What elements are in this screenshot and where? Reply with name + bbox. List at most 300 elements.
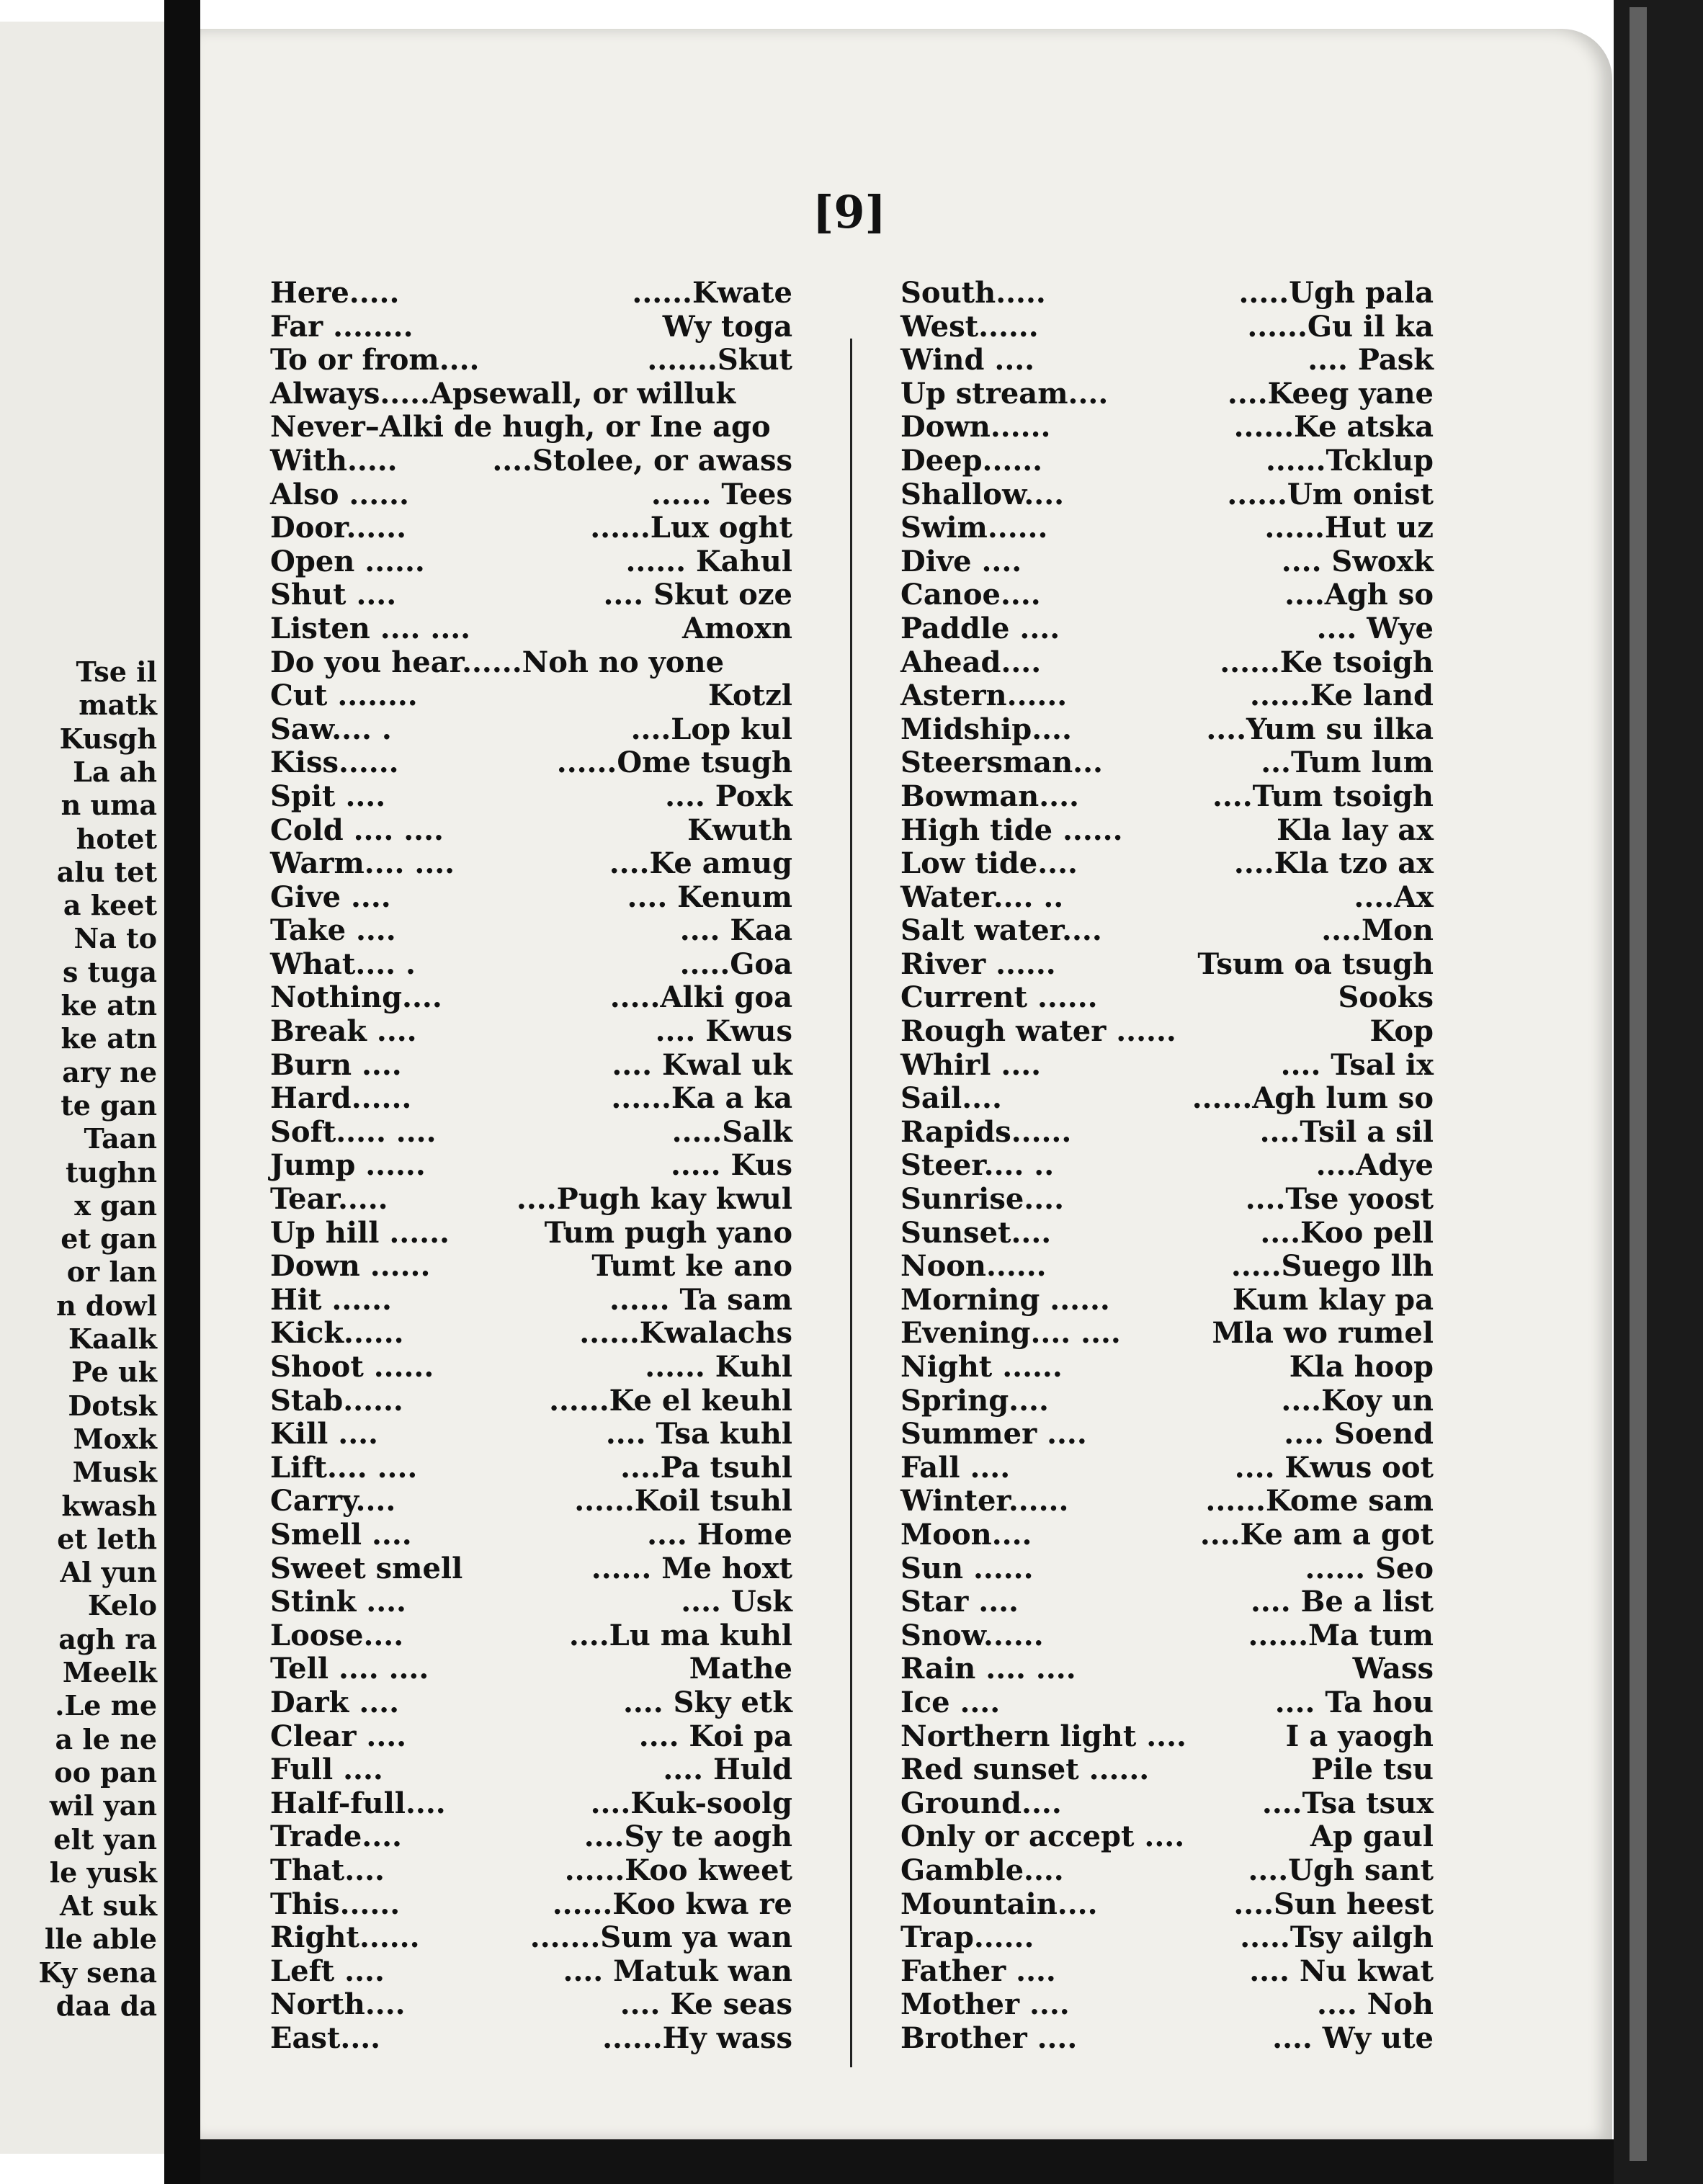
english-word: Tear..... [270,1182,388,1217]
vocabulary-entry [900,377,1434,411]
english-word: Sunrise.... [900,1182,1064,1217]
native-word: ....Pa tsuhl [620,1450,792,1485]
native-word: .....Suego llh [1230,1249,1434,1284]
vocabulary-entry [270,1686,792,1720]
vocabulary-entry [900,746,1434,780]
vocabulary-entry [900,1149,1434,1183]
english-word: Evening.... .... [900,1316,1121,1351]
english-word: Break .... [270,1014,417,1049]
native-word: Kum klay pa [1232,1282,1434,1317]
binding-gutter [164,0,200,2184]
vocabulary-entry [900,1183,1434,1217]
vocabulary-entry [900,881,1434,915]
vocabulary-entry [270,1753,792,1787]
left-page-fragment: wil yan [49,1789,157,1822]
english-word: Up hill ...... [270,1215,450,1250]
vocabulary-entry [900,1585,1434,1619]
native-word: Pile tsu [1311,1753,1434,1787]
english-word: Kick...... [270,1316,404,1351]
english-word: Canoe.... [900,578,1041,612]
vocabulary-entry [270,1619,792,1653]
left-page-fragment: .Le me [55,1689,157,1722]
left-page-fragment: x gan [74,1189,157,1222]
left-page-fragment: le yusk [49,1856,157,1889]
vocabulary-entry [900,914,1434,948]
native-word: ......Um onist [1227,477,1434,511]
vocabulary-entry [900,2022,1434,2056]
left-page-fragment: kwash [61,1489,157,1522]
native-word: .... Tsal ix [1280,1047,1434,1082]
english-word: High tide ...... [900,813,1123,847]
english-word: Never–Alki de hugh, or Ine ago [270,410,771,444]
native-word: .... Matuk wan [563,1953,792,1988]
vocabulary-entry [270,344,792,377]
english-word: With..... [270,443,398,478]
vocabulary-entry [900,646,1434,680]
native-word: .... Nu kwat [1249,1953,1434,1988]
english-word: Trap...... [900,1920,1034,1955]
native-word: .... Kwal uk [612,1047,792,1082]
vocabulary-entry [900,1116,1434,1150]
vocabulary-entry [900,1888,1434,1922]
native-word: ....Kuk-soolg [590,1786,792,1820]
native-word: ......Ke tsoigh [1220,645,1434,679]
vocabulary-entry [270,1351,792,1384]
native-word: ......Ka a ka [611,1081,792,1116]
vocabulary-entry [270,881,792,915]
vocabulary-entry [270,478,792,512]
english-word: Shoot ...... [270,1350,434,1384]
english-word: Sweet smell [270,1551,463,1585]
left-page-fragment: tughn [65,1155,157,1189]
english-word: Stink .... [270,1585,406,1619]
vocabulary-entry [900,1820,1434,1854]
english-word: Brother .... [900,2020,1078,2055]
native-word: .... Soend [1284,1417,1434,1451]
vocabulary-entry [900,1854,1434,1888]
native-word: ....Tse yoost [1245,1182,1434,1217]
left-page-fragment: Na to [73,922,157,955]
english-word: Door...... [270,511,407,545]
english-word: Sunset.... [900,1215,1052,1250]
left-page-fragment: a keet [63,889,157,922]
native-word: .... Ta hou [1274,1685,1434,1719]
vocabulary-entry [900,277,1434,310]
word-list-right [900,277,1434,2055]
native-word: .... Kenum [627,880,792,914]
english-word: Sail.... [900,1081,1002,1116]
native-word: .... Swoxk [1281,544,1434,578]
native-word: ......Ke land [1250,679,1434,713]
english-word: Current ...... [900,980,1098,1015]
english-word: Low tide.... [900,846,1078,881]
native-word: ....Tsil a sil [1259,1114,1434,1149]
native-word: ....Tsa tsux [1261,1786,1434,1820]
english-word: Always.....Apsewall, or willuk [270,376,736,411]
english-word: Night ...... [900,1350,1063,1384]
english-word: Kiss...... [270,746,399,780]
english-word: Warm.... .... [270,846,455,881]
english-word: Shut .... [270,578,397,612]
native-word: .....Tsy ailgh [1240,1920,1434,1955]
native-word: ....Stolee, or awass [492,443,792,478]
english-word: West...... [900,309,1039,344]
english-word: Summer .... [900,1417,1087,1451]
native-word: ....Mon [1321,913,1434,948]
native-word: Kla hoop [1289,1350,1434,1384]
english-word: Shallow.... [900,477,1065,511]
english-word: Clear .... [270,1719,407,1753]
left-page-fragment: At suk [60,1889,157,1923]
vocabulary-entry [270,1116,792,1150]
vocabulary-entry [900,1619,1434,1653]
left-page-fragment: hotet [76,822,157,855]
native-word: .....Ugh pala [1238,276,1434,310]
native-word: ......Agh lum so [1192,1081,1434,1116]
native-word: ....Koo pell [1260,1215,1434,1250]
bottom-shadow [200,2139,1614,2184]
native-word: .... Wy ute [1272,2020,1434,2055]
vocabulary-entry [270,1854,792,1888]
vocabulary-entry [900,578,1434,612]
english-word: Jump ...... [270,1148,426,1183]
left-page-fragment: oo pan [54,1755,157,1789]
english-word: Stab...... [270,1383,403,1418]
column-divider [850,339,852,2067]
vocabulary-entry [270,545,792,579]
native-word: Kotzl [708,679,792,713]
page-number: [9] [813,186,886,238]
english-word: Burn .... [270,1047,402,1082]
vocabulary-entry [900,1787,1434,1821]
native-word: ...... Kuhl [645,1350,792,1384]
native-word: .....Alki goa [609,980,792,1015]
english-word: Moon.... [900,1517,1032,1552]
native-word: Ap gaul [1310,1820,1434,1854]
native-word: ......Lux oght [590,511,792,545]
native-word: .... Home [647,1517,792,1552]
vocabulary-entry [900,948,1434,982]
native-word: Mla wo rumel [1212,1316,1434,1351]
english-word: Winter...... [900,1484,1069,1518]
vocabulary-entry [270,1921,792,1955]
english-word: River ...... [900,946,1056,981]
english-word: Ahead.... [900,645,1042,679]
vocabulary-entry [900,478,1434,512]
native-word: ......Ome tsugh [556,746,792,780]
native-word: ...... Ta sam [609,1282,792,1317]
native-word: ...... Tees [651,477,792,511]
native-word: Amoxn [682,611,792,645]
vocabulary-entry [900,1753,1434,1787]
vocabulary-entry [900,847,1434,881]
english-word: Cut ........ [270,679,418,713]
english-word: Kill .... [270,1417,378,1451]
native-word: ....Ke amug [609,846,792,881]
english-word: Ice .... [900,1685,1001,1719]
left-page-fragment: agh ra [58,1622,157,1655]
vocabulary-entry [900,780,1434,814]
vocabulary-entry [900,344,1434,377]
left-page-fragment: Kelo [87,1589,157,1622]
left-page-fragment: Kaalk [68,1323,157,1355]
native-word: ....Agh so [1284,578,1434,612]
vocabulary-entry [900,1988,1434,2022]
native-word: Tsum oa tsugh [1197,946,1434,981]
english-word: East.... [270,2020,381,2055]
vocabulary-entry [270,780,792,814]
native-word: .... Huld [663,1753,792,1787]
left-page-fragment: elt yan [53,1822,157,1856]
vocabulary-entry [270,377,792,411]
english-word: Listen .... .... [270,611,471,645]
english-word: Mountain.... [900,1887,1098,1921]
english-word: Whirl .... [900,1047,1042,1082]
left-page-fragment: Meelk [62,1656,157,1688]
left-page-fragment: ke atn [61,989,157,1021]
left-page-fragment: Pe uk [71,1356,157,1389]
english-word: Smell .... [270,1517,412,1552]
vocabulary-entry [270,713,792,747]
english-word: Ground.... [900,1786,1062,1820]
english-word: Snow...... [900,1618,1044,1652]
english-word: Left .... [270,1953,385,1988]
vocabulary-entry [270,1015,792,1049]
left-page-fragment: n dowl [56,1289,157,1322]
native-word: Wass [1352,1652,1434,1686]
vocabulary-entry [270,1250,792,1284]
vocabulary-entry [900,1418,1434,1451]
native-word: .... Kaa [679,913,792,948]
vocabulary-entry [900,1652,1434,1686]
left-page-fragment: Tse il [76,655,157,688]
english-word: Bowman.... [900,779,1079,813]
left-page-fragment: alu tet [56,855,157,888]
native-word: Tumt ke ano [591,1249,792,1284]
english-word: Steer.... .. [900,1148,1055,1183]
english-word: Down...... [900,410,1051,444]
vocabulary-entry [270,2022,792,2056]
vocabulary-entry [900,679,1434,713]
native-word: ....Sun heest [1233,1887,1434,1921]
vocabulary-entry [900,511,1434,545]
vocabulary-entry [900,1485,1434,1518]
vocabulary-entry [270,1518,792,1552]
native-word: ....Ax [1354,880,1434,914]
left-page-fragment: Musk [72,1456,157,1489]
english-word: Carry.... [270,1484,396,1518]
native-word: Kwuth [687,813,792,847]
left-page-fragment: ke atn [61,1022,157,1055]
vocabulary-entry [270,1082,792,1116]
english-word: Red sunset ...... [900,1753,1150,1787]
native-word: ....Lu ma kuhl [568,1618,792,1652]
english-word: Lift.... .... [270,1450,418,1485]
vocabulary-entry [270,746,792,780]
native-word: ......Gu il ka [1247,309,1434,344]
left-page-fragment: La ah [73,755,157,788]
english-word: Deep...... [900,443,1043,478]
vocabulary-entry [900,1955,1434,1989]
left-page-fragment: Kusgh [59,722,157,755]
vocabulary-entry [270,411,792,444]
native-word: .... Skut oze [603,578,792,612]
vocabulary-entry [900,1082,1434,1116]
vocabulary-entry [270,1720,792,1754]
english-word: Rough water ...... [900,1014,1176,1049]
english-word: Take .... [270,913,396,948]
vocabulary-entry [270,1049,792,1083]
native-word: Tum pugh yano [544,1215,792,1250]
vocabulary-entry [900,612,1434,646]
vocabulary-entry [270,511,792,545]
vocabulary-entry [900,1250,1434,1284]
english-word: Steersman... [900,746,1103,780]
native-word: .... Kwus oot [1234,1450,1434,1485]
native-word: ......Koil tsuhl [574,1484,792,1518]
vocabulary-entry [900,1351,1434,1384]
english-word: Sun ...... [900,1551,1034,1585]
english-word: Nothing.... [270,980,442,1015]
english-word: Also ...... [270,477,409,511]
left-page-fragment: ary ne [62,1055,157,1088]
native-word: .... Kwus [655,1014,792,1049]
english-word: Astern...... [900,679,1068,713]
native-word: .......Skut [647,343,792,377]
english-word: What.... . [270,946,416,981]
english-word: Rain .... .... [900,1652,1076,1686]
vocabulary-entry [270,578,792,612]
vocabulary-entry [900,713,1434,747]
native-word: .... Sky etk [622,1685,792,1719]
english-word: Noon...... [900,1249,1047,1284]
native-word: ......Hut uz [1264,511,1434,545]
vocabulary-entry [900,1317,1434,1351]
word-list-left [270,277,792,2055]
native-word: ......Kome sam [1205,1484,1434,1518]
english-word: Half-full.... [270,1786,446,1820]
english-word: Full .... [270,1753,383,1787]
english-word: Northern light .... [900,1719,1186,1753]
vocabulary-entry [900,310,1434,344]
vocabulary-entry [270,847,792,881]
vocabulary-entry [270,1418,792,1451]
native-word: .... Noh [1317,1987,1434,2022]
vocabulary-entry [270,679,792,713]
vocabulary-entry [900,1451,1434,1485]
native-word: .... Be a list [1250,1585,1434,1619]
english-word: Father .... [900,1953,1056,1988]
left-page-fragment: et leth [57,1522,157,1555]
native-word: ......Koo kwa re [552,1887,792,1921]
vocabulary-entry [270,1888,792,1922]
english-word: To or from.... [270,343,480,377]
native-word: .... Poxk [665,779,792,813]
native-word: ....Lop kul [630,712,792,746]
english-word: Up stream.... [900,376,1109,411]
native-word: .... Wye [1316,611,1434,645]
native-word: ..... Kus [670,1148,792,1183]
english-word: Water.... .. [900,880,1064,914]
english-word: Hard...... [270,1081,412,1116]
english-word: Rapids...... [900,1114,1072,1149]
vocabulary-entry [900,1921,1434,1955]
english-word: Loose.... [270,1618,404,1652]
english-word: Midship.... [900,712,1072,746]
vocabulary-entry [270,1820,792,1854]
native-word: Mathe [689,1652,792,1686]
vocabulary-entry [270,1217,792,1250]
vocabulary-entry [270,444,792,478]
vocabulary-entry [270,1955,792,1989]
native-word: I a yaogh [1285,1719,1434,1753]
native-word: ....Koy un [1281,1383,1434,1418]
english-word: Down ...... [270,1249,431,1284]
vocabulary-entry [900,444,1434,478]
native-word: Wy toga [662,309,792,344]
native-word: Kop [1369,1014,1434,1049]
native-word: ......Koo kweet [564,1853,792,1887]
left-page-fragment: s tuga [63,955,157,988]
vocabulary-entry [270,1451,792,1485]
english-word: Far ........ [270,309,414,344]
native-word: ......Tcklup [1265,443,1434,478]
native-word: .... Pask [1308,343,1434,377]
left-page-fragment: Ky sena [38,1956,157,1989]
english-word: Trade.... [270,1820,402,1854]
vocabulary-entry [270,646,792,680]
vocabulary-entry [900,1384,1434,1418]
english-word: This...... [270,1887,401,1921]
native-word: .... Usk [681,1585,792,1619]
native-word: ......Ma tum [1248,1618,1434,1652]
vocabulary-entry [900,1518,1434,1552]
native-word: ...Tum lum [1261,746,1434,780]
english-word: That.... [270,1853,385,1887]
vocabulary-entry [900,981,1434,1015]
left-page-fragment: Moxk [73,1422,157,1455]
native-word: Sooks [1338,980,1434,1015]
left-page-fragment: or lan [66,1256,157,1289]
english-word: Do you hear......Noh no yone [270,645,725,679]
native-word: ...... Me hoxt [591,1551,792,1585]
vocabulary-entry [270,1787,792,1821]
english-word: Only or accept .... [900,1820,1185,1854]
vocabulary-entry [900,1015,1434,1049]
native-word: ....Ke am a got [1199,1517,1434,1552]
vocabulary-entry [900,1217,1434,1250]
native-word: .......Sum ya wan [529,1920,792,1955]
vocabulary-entry [270,1149,792,1183]
english-word: Swim...... [900,511,1048,545]
vocabulary-entry [270,1317,792,1351]
english-word: Wind .... [900,343,1035,377]
native-word: .....Goa [679,946,792,981]
vocabulary-entry [270,1552,792,1586]
native-word: .... Tsa kuhl [605,1417,792,1451]
native-word: .... Ke seas [620,1987,792,2022]
native-word: ......Ke atska [1233,410,1434,444]
native-word: ......Hy wass [602,2020,792,2055]
vocabulary-entry [270,814,792,848]
left-page-fragment: a le ne [55,1722,157,1755]
vocabulary-entry [270,1485,792,1518]
page-edge [1614,0,1703,2184]
english-word: Paddle .... [900,611,1060,645]
native-word: ....Tum tsoigh [1212,779,1434,813]
english-word: Here..... [270,276,400,310]
vocabulary-entry [900,545,1434,579]
